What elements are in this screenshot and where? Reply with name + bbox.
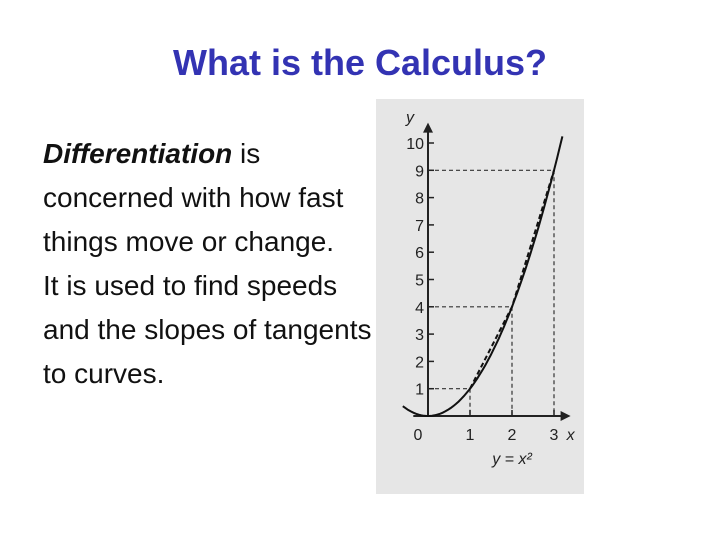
parabola-chart [376, 99, 584, 494]
y-tick-label-3: 3 [415, 327, 424, 345]
slide-title: What is the Calculus? [172, 42, 548, 83]
y-tick-label-5: 5 [415, 272, 424, 290]
x-axis-arrow [561, 411, 571, 421]
y-tick-label-7: 7 [415, 217, 424, 235]
x-axis-label: x [566, 427, 575, 444]
series-curve-0 [403, 136, 563, 416]
y-axis-label: y [406, 109, 414, 127]
x-tick-label-0: 0 [413, 427, 423, 444]
parabola-figure [376, 99, 584, 494]
y-tick-label-1: 1 [415, 381, 424, 399]
paragraph-uses: It is used to find speeds and the slopes of tangents to curves. [43, 270, 372, 389]
y-tick-label-10: 10 [406, 136, 424, 153]
x-tick-label-1: 1 [465, 427, 475, 444]
paragraph-1-text: is concerned with how fast things move or change. [43, 138, 344, 257]
y-axis-arrow [423, 123, 433, 133]
curve-label: y = x² [492, 451, 532, 468]
y-tick-label-2: 2 [415, 354, 424, 372]
x-tick-label-2: 2 [507, 427, 517, 444]
x-tick-label-3: 3 [549, 427, 559, 444]
y-tick-label-6: 6 [415, 245, 424, 263]
y-tick-label-9: 9 [415, 163, 424, 181]
paragraph-differentiation [43, 132, 373, 264]
body-text [43, 132, 373, 396]
y-tick-label-4: 4 [415, 299, 424, 317]
term-differentiation: Differentiation [43, 138, 233, 169]
y-tick-label-8: 8 [415, 190, 424, 208]
